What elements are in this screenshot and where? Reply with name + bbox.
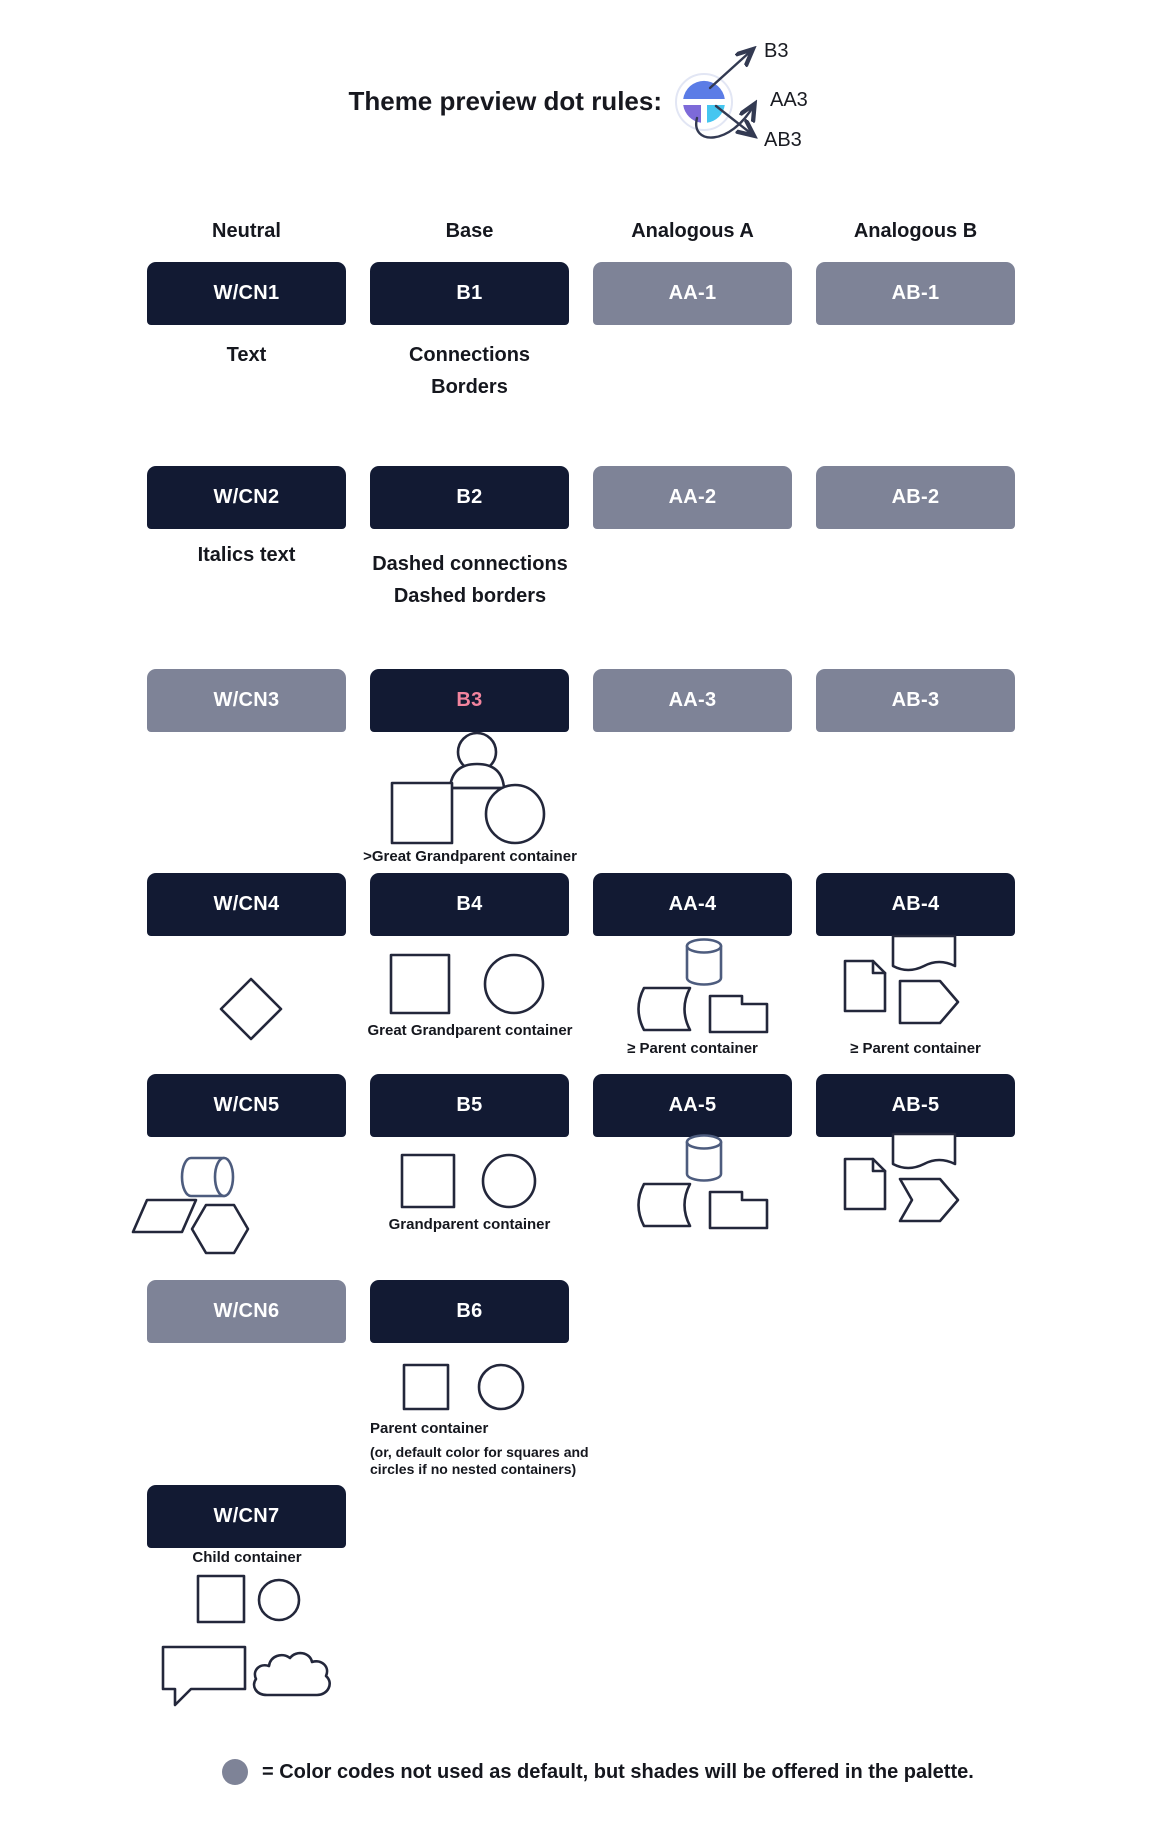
cylinder-parallelogram-hexagon-icon — [128, 1140, 258, 1258]
swatch-wcn6: W/CN6 — [147, 1280, 346, 1343]
cylinder-stored-data-folder-icon — [625, 1132, 775, 1232]
speech-bubble-icon — [160, 1642, 250, 1710]
circle-icon — [483, 953, 545, 1015]
note-ab-ge-parent: ≥ Parent container — [850, 1040, 981, 1057]
swatch-ab2: AB-2 — [816, 466, 1015, 529]
swatch-aa5: AA-5 — [593, 1074, 792, 1137]
dot-rule-label-aa3: AA3 — [770, 89, 808, 111]
square-icon — [196, 1574, 246, 1624]
note-grandparent: Grandparent container — [388, 1216, 551, 1233]
document-wavy-doc-chevron-icon — [838, 1128, 973, 1233]
column-header-analogous-b: Analogous B — [853, 220, 978, 242]
swatch-wcn1: W/CN1 — [147, 262, 346, 325]
swatch-ab1: AB-1 — [816, 262, 1015, 325]
square-icon — [400, 1153, 456, 1209]
circle-icon — [257, 1578, 301, 1622]
note-parent-line3: circles if no nested containers) — [370, 1461, 577, 1477]
page-title: Theme preview dot rules: — [348, 86, 662, 116]
note-borders: Borders — [431, 376, 508, 398]
column-header-neutral: Neutral — [212, 220, 281, 242]
circle-icon — [481, 1153, 537, 1209]
note-gt-great-grandparent: >Great Grandparent container — [363, 848, 577, 865]
swatch-aa4: AA-4 — [593, 873, 792, 936]
document-wavy-doc-arrow-icon — [838, 930, 973, 1035]
swatch-b5: B5 — [370, 1074, 569, 1137]
swatch-b1: B1 — [370, 262, 569, 325]
swatch-b6: B6 — [370, 1280, 569, 1343]
dot-rule-label-ab3: AB3 — [764, 129, 802, 151]
swatch-b3: B3 — [370, 669, 569, 732]
note-child-container: Child container — [192, 1549, 302, 1566]
square-icon — [389, 953, 451, 1015]
swatch-aa3: AA-3 — [593, 669, 792, 732]
swatch-wcn4: W/CN4 — [147, 873, 346, 936]
swatch-aa1: AA-1 — [593, 262, 792, 325]
column-header-analogous-a: Analogous A — [631, 220, 754, 242]
swatch-ab5: AB-5 — [816, 1074, 1015, 1137]
note-italics-text: Italics text — [197, 544, 296, 566]
note-text: Text — [226, 344, 267, 366]
swatch-aa2: AA-2 — [593, 466, 792, 529]
swatch-wcn7: W/CN7 — [147, 1485, 346, 1548]
note-dashed-connections: Dashed connections — [372, 553, 568, 575]
legend-text: = Color codes not used as default, but shades will be offered in the palette. — [262, 1761, 974, 1783]
note-dashed-borders: Dashed borders — [393, 585, 547, 607]
swatch-ab3: AB-3 — [816, 669, 1015, 732]
note-connections: Connections — [408, 344, 531, 366]
legend-gray-dot-icon — [222, 1759, 248, 1785]
square-icon — [402, 1363, 450, 1411]
cylinder-stored-data-folder-icon — [625, 936, 775, 1036]
diamond-icon — [217, 975, 285, 1043]
column-header-base: Base — [445, 220, 494, 242]
great-grandparent-person-square-circle-icon — [378, 730, 558, 850]
note-parent-line2: (or, default color for squares and — [370, 1444, 589, 1460]
swatch-wcn2: W/CN2 — [147, 466, 346, 529]
swatch-wcn3: W/CN3 — [147, 669, 346, 732]
note-aa-ge-parent: ≥ Parent container — [627, 1040, 758, 1057]
swatch-ab4: AB-4 — [816, 873, 1015, 936]
cloud-icon — [250, 1645, 336, 1707]
swatch-b4: B4 — [370, 873, 569, 936]
note-parent-line1: Parent container — [370, 1420, 489, 1437]
circle-icon — [477, 1363, 525, 1411]
note-great-grandparent: Great Grandparent container — [367, 1022, 573, 1039]
swatch-wcn5: W/CN5 — [147, 1074, 346, 1137]
swatch-b2: B2 — [370, 466, 569, 529]
dot-rule-label-b3: B3 — [764, 40, 789, 62]
